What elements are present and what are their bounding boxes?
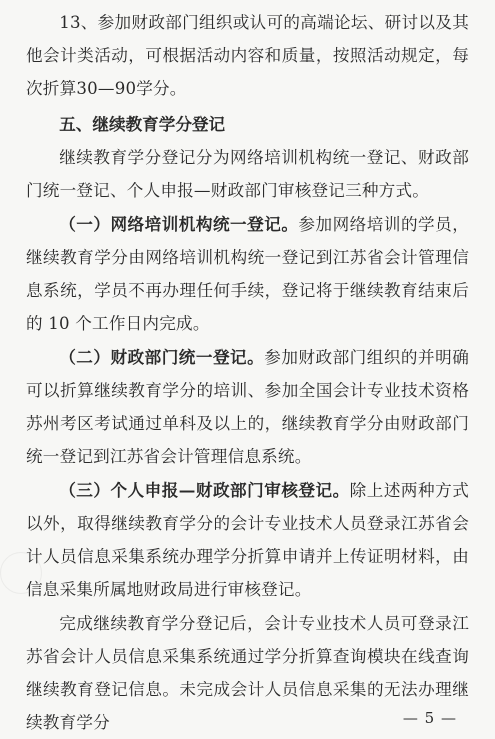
paragraph-item-1 <box>26 208 469 340</box>
paragraph-item-3 <box>26 474 469 606</box>
page-number: — 5 — <box>402 709 457 727</box>
paragraph-item-13: 13、参加财政部门组织或认可的高端论坛、研讨以及其他会计类活动，可根据活动内容和质量，按照活动规定，每次折算30—90学分。 <box>26 13 469 98</box>
section-heading-5: 五、继续教育学分登记 <box>59 115 226 134</box>
paragraph-closing: 完成继续教育学分登记后，会计专业技术人员可登录江苏省会计人员信息采集系统通过学分折算查询模块在线查询继续教育登记信息。未完成会计人员信息采集的无法办理继续教育学分 <box>26 614 469 732</box>
paragraph-item-2 <box>26 341 469 473</box>
item-1-body: 参加网络培训的学员，继续教育学分由网络培训机构统一登记到江苏省会计管理信息系统，学员不再办理任何手续，登记将于继续教育结束后的 10 个工作日内完成。 <box>26 215 470 333</box>
faint-stamp-mark <box>0 552 42 594</box>
item-3-body: 除上述两种方式以外，取得继续教育学分的会计专业技术人员登录江苏省会计人员信息采集系统办理学分折算申请并上传证明材料，由信息采集所属地财政局进行审核登记。 <box>26 481 469 599</box>
item-2-title: （二）财政部门统一登记。 <box>59 347 265 367</box>
item-3-title: （三）个人申报—财政部门审核登记。 <box>59 480 350 500</box>
item-2-body: 参加财政部门组织的并明确可以折算继续教育学分的培训、参加全国会计专业技术资格苏州考区考试通过单科及以上的，继续教育学分由财政部门统一登记到江苏省会计管理信息系统。 <box>26 348 469 466</box>
paragraph-intro: 继续教育学分登记分为网络培训机构统一登记、财政部门统一登记、个人申报—财政部门审核登记三种方式。 <box>26 148 469 200</box>
item-1-title: （一）网络培训机构统一登记。 <box>59 214 299 234</box>
